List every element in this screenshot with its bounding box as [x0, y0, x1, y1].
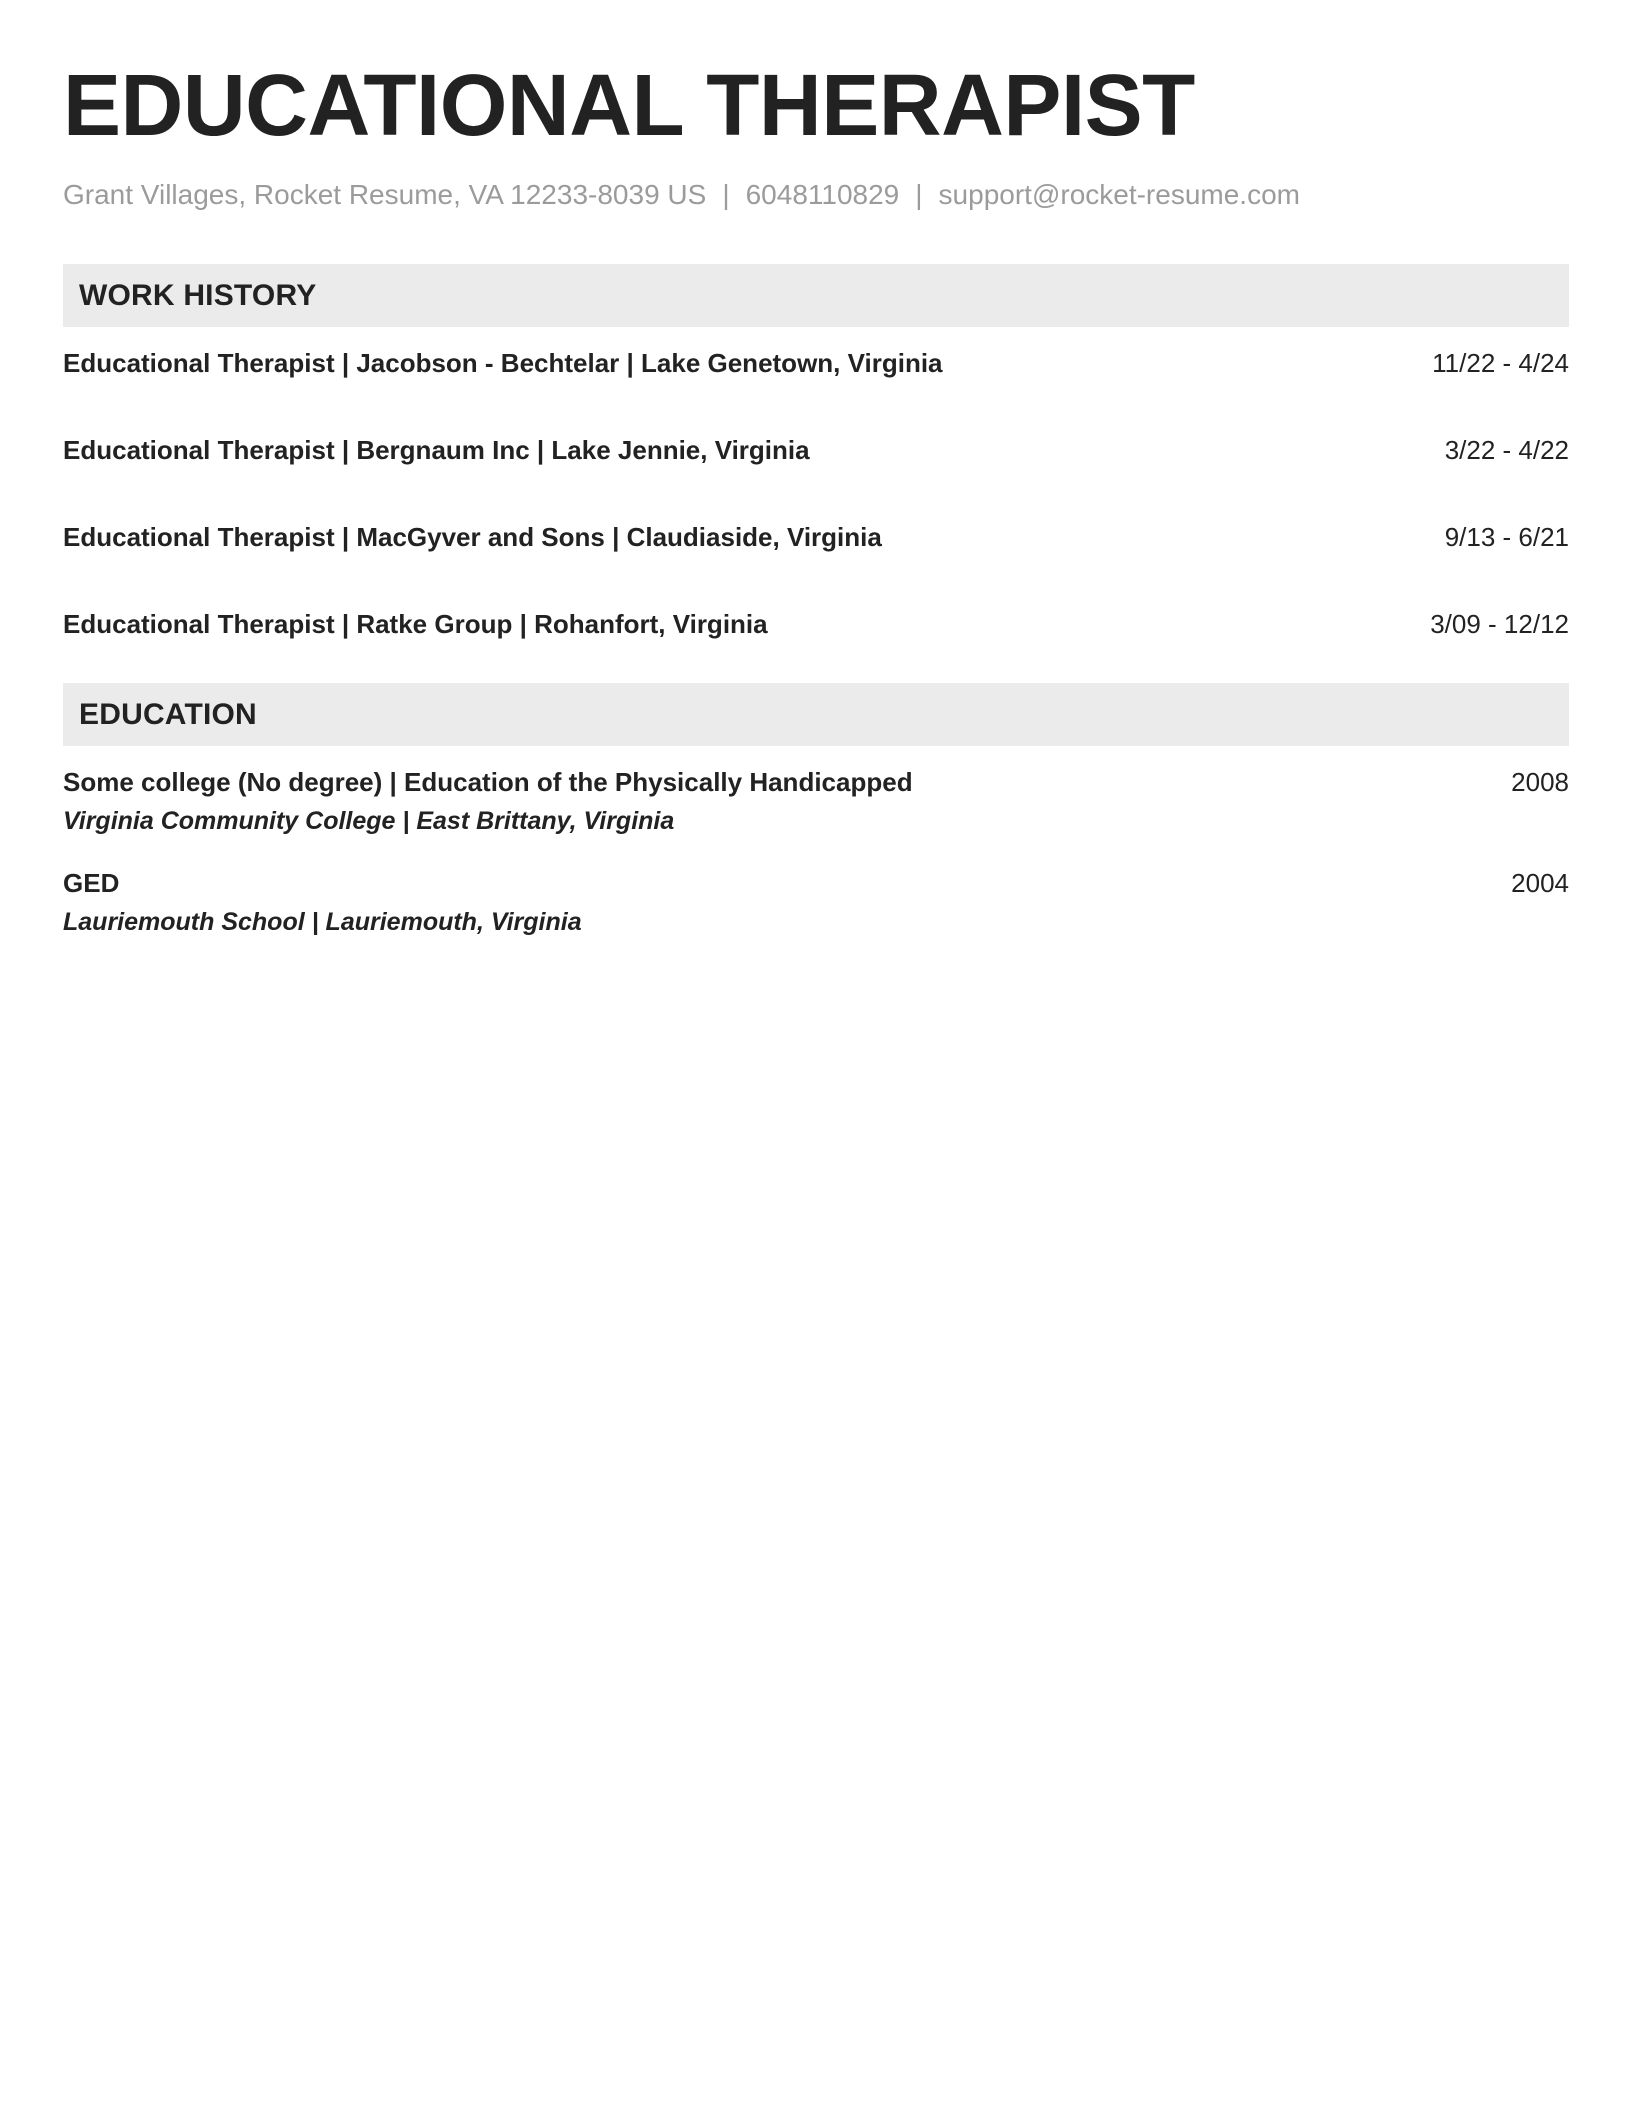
- work-history-item: [63, 434, 1569, 521]
- contact-phone: 6048110829: [745, 179, 900, 210]
- education-item: [63, 766, 1569, 837]
- degree-title: Some college (No degree) | Education of the Physically Handicapped: [63, 767, 913, 797]
- work-history-heading: WORK HISTORY: [79, 278, 317, 312]
- job-dates: 3/22 - 4/22: [1444, 435, 1569, 465]
- job-dates: 3/09 - 12/12: [1430, 609, 1569, 639]
- job-title: Educational Therapist | Bergnaum Inc | Lake Jennie, Virginia: [63, 435, 810, 465]
- page-title: EDUCATIONAL THERAPIST: [63, 57, 1195, 154]
- work-history-header: [63, 264, 1569, 327]
- job-title: Educational Therapist | Jacobson - Bechtelar | Lake Genetown, Virginia: [63, 348, 943, 378]
- education-list: [63, 766, 1569, 938]
- job-dates: 11/22 - 4/24: [1432, 348, 1569, 378]
- work-history-item: [63, 521, 1569, 608]
- job-dates: 9/13 - 6/21: [1444, 522, 1569, 552]
- work-history-list: [63, 347, 1569, 640]
- work-history-item: [63, 608, 1569, 640]
- job-title: Educational Therapist | MacGyver and Sons | Claudiaside, Virginia: [63, 522, 882, 552]
- contact-line: [63, 178, 1569, 212]
- education-heading: EDUCATION: [79, 697, 257, 731]
- contact-separator: |: [722, 179, 730, 210]
- degree-title: GED: [63, 868, 120, 898]
- education-header: [63, 683, 1569, 746]
- work-history-item: [63, 347, 1569, 434]
- education-item-top: [63, 867, 1569, 899]
- graduation-year: 2008: [1511, 767, 1569, 797]
- education-item-top: [63, 766, 1569, 798]
- education-item: [63, 867, 1569, 938]
- graduation-year: 2004: [1511, 868, 1569, 898]
- school-name: Virginia Community College | East Brittany, Virginia: [63, 807, 675, 835]
- contact-address: Grant Villages, Rocket Resume, VA 12233-8039 US: [63, 179, 707, 210]
- school-name: Lauriemouth School | Lauriemouth, Virginia: [63, 908, 582, 936]
- contact-email: support@rocket-resume.com: [938, 179, 1300, 210]
- contact-separator: |: [915, 179, 923, 210]
- job-title: Educational Therapist | Ratke Group | Rohanfort, Virginia: [63, 609, 768, 639]
